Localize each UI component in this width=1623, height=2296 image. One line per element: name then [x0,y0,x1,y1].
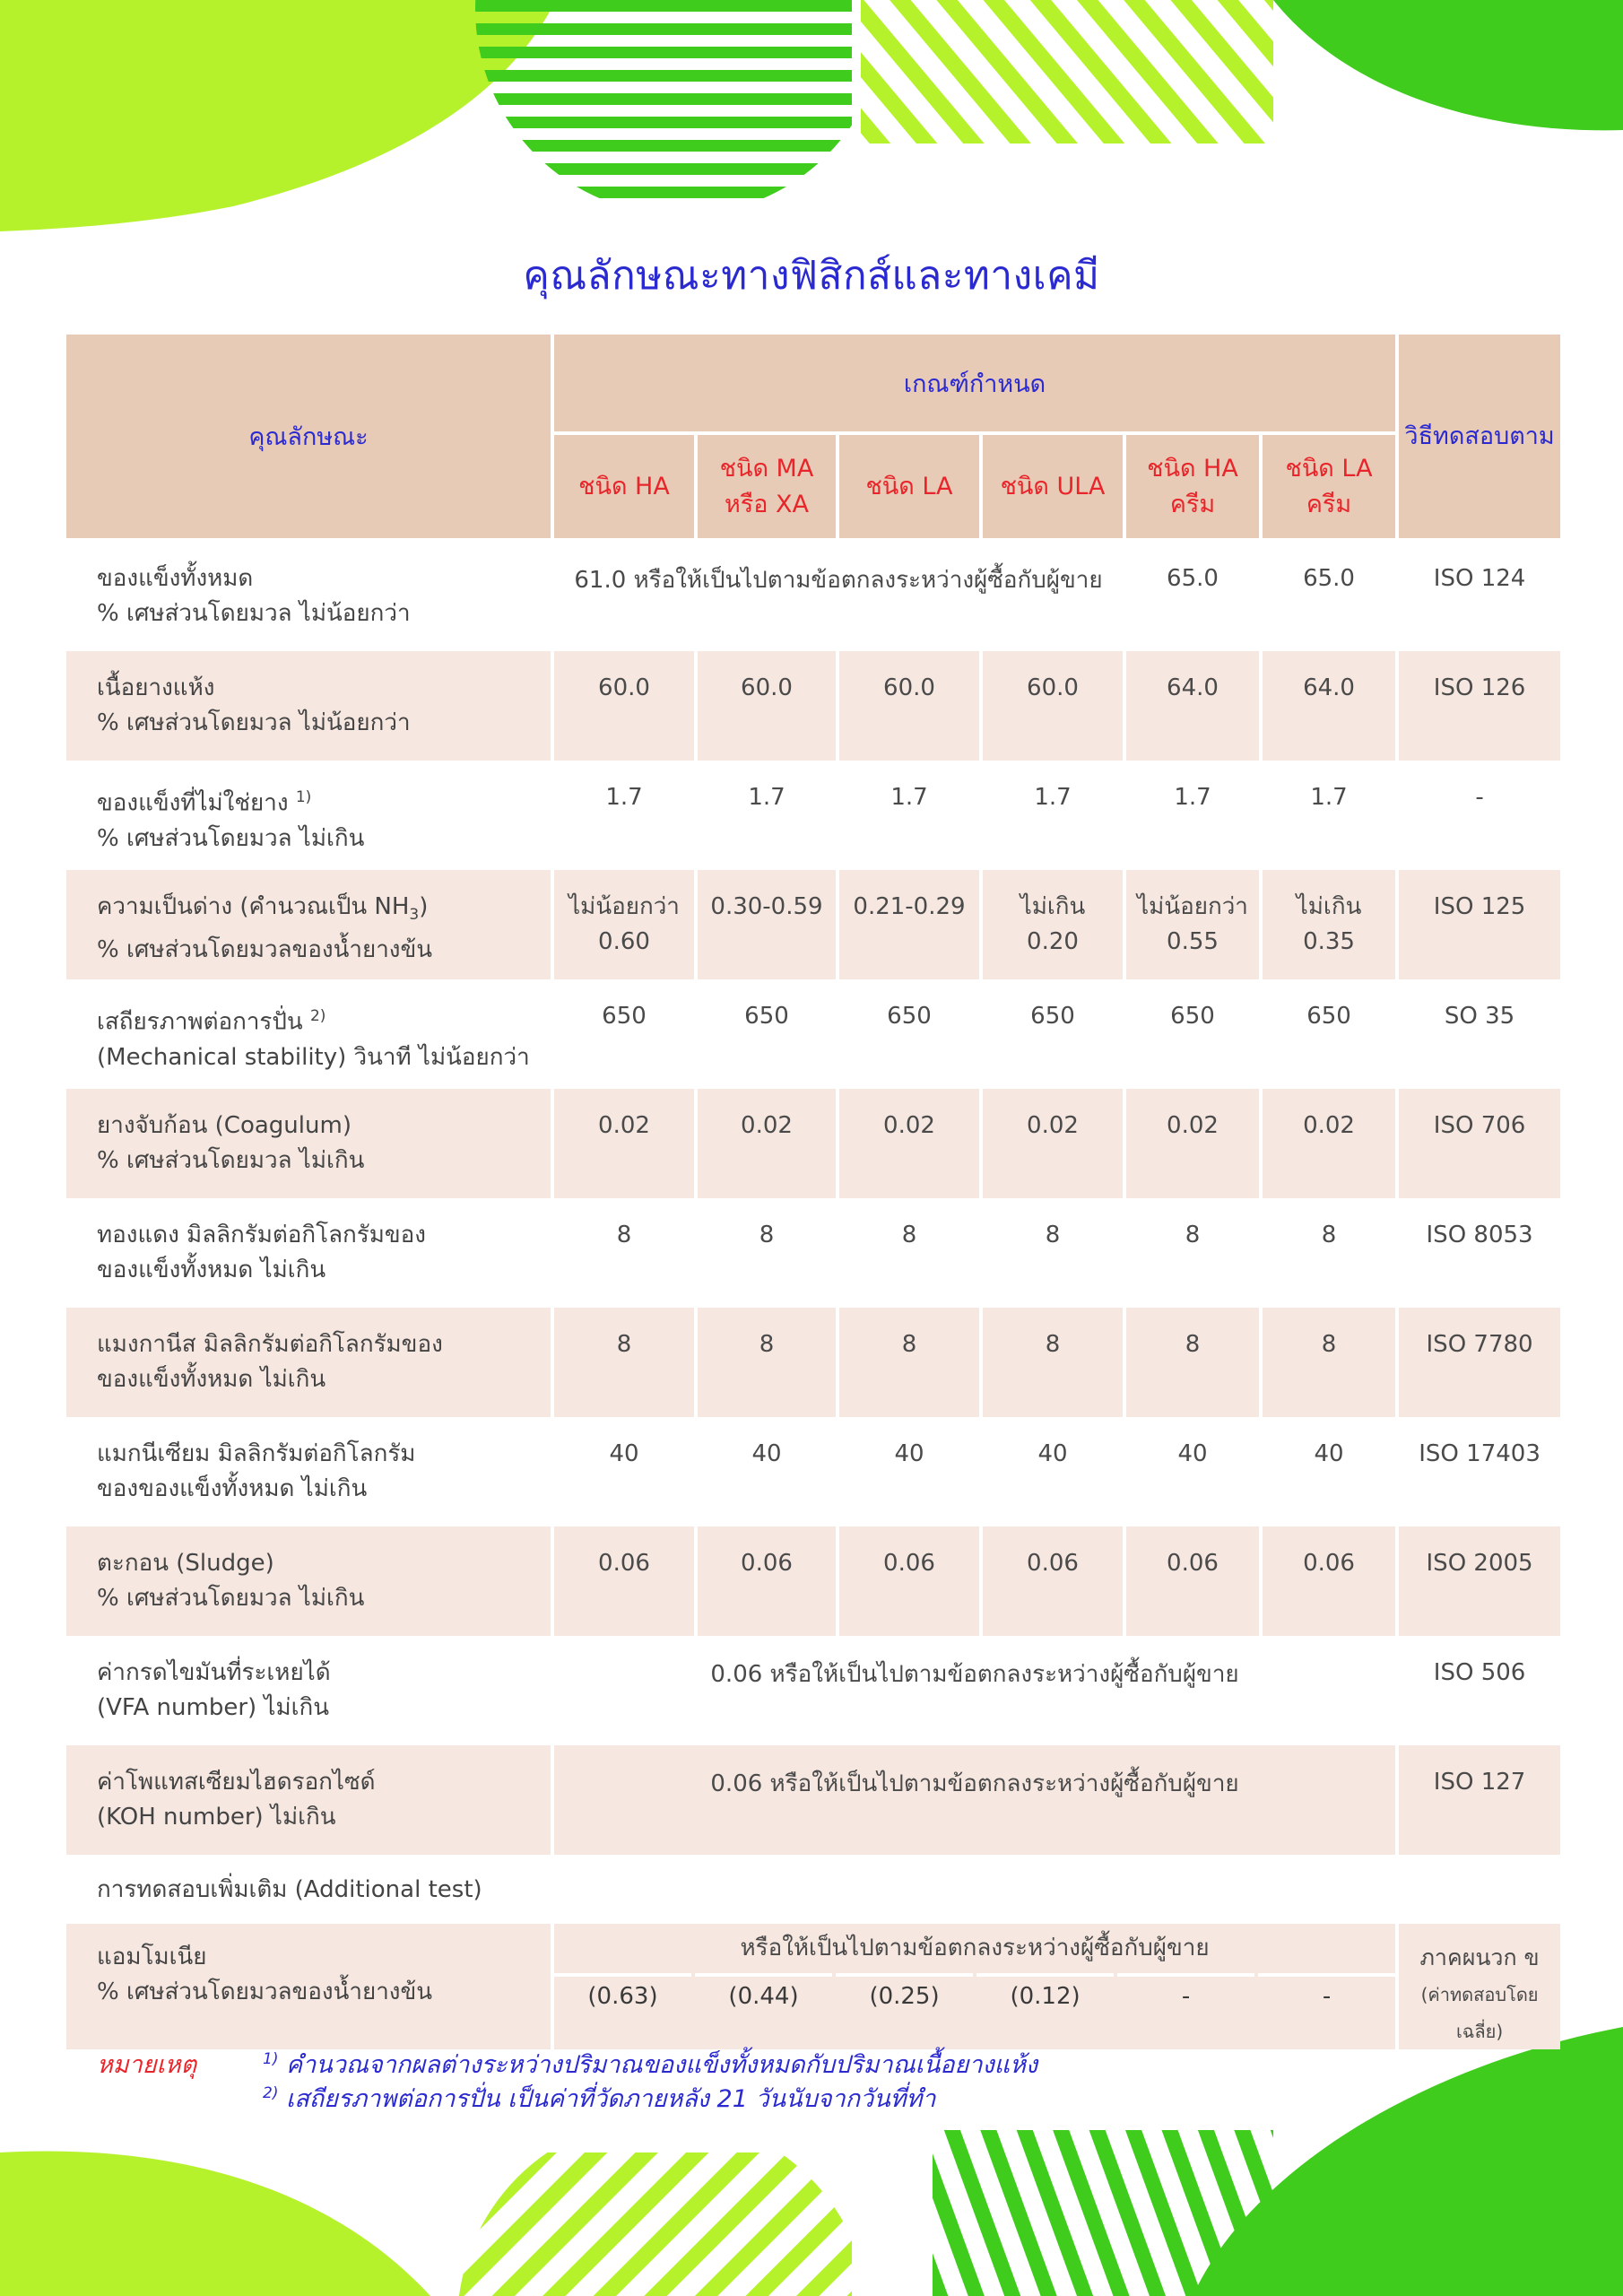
header-property: คุณลักษณะ [66,335,551,542]
method-cell: SO 35 [1444,1003,1515,1030]
method-cell: ISO 17403 [1419,1440,1541,1467]
row-label: เสถียรภาพต่อการปั่น $^{2)}$ (Mechanical stability) วินาที ไม่น้อยกว่า [97,1007,530,1071]
method-cell: ISO 8053 [1426,1222,1533,1248]
merged-value: หรือให้เป็นไปตามข้อตกลงระหว่างผู้ซื้อกับผู้ขาย [740,1935,1210,1961]
row-label: ของแข็งที่ไม่ใช่ยาง $^{1)}$ % เศษส่วนโดยมวล ไม่เกิน [97,788,365,852]
table-row [66,1417,1560,1526]
type-ha-cream: ชนิด HA ครีม [1126,435,1259,542]
footnote-2: $^{2)}$ เสถียรภาพต่อการปั่น เป็นค่าที่วัดภายหลัง 21 วันนับจากวันที่ทำ [263,2084,936,2113]
cell-value: 8 [983,1308,1123,1417]
type-la: ชนิด LA [839,435,979,542]
cell-value: 8 [1185,1222,1201,1248]
footnote-1: $^{1)}$ คำนวณจากผลต่างระหว่างปริมาณของแข็งทั้งหมดกับปริมาณเนื้อยางแห้ง [263,2050,1038,2079]
header-criteria: เกณฑ์กำหนด [554,335,1395,435]
cell-value: 65.0 [1167,565,1219,592]
cell-value: ไม่เกิน 0.35 [1263,870,1395,979]
section-row [66,1855,1560,1924]
table-row [66,1745,1560,1855]
additional-values [554,1924,1395,2049]
cell-value: 1.7 [748,784,785,811]
row-label: ตะกอน (Sludge) % เศษส่วนโดยมวล ไม่เกิน [66,1526,551,1636]
cell-value: 8 [554,1308,694,1417]
row-label: ของแข็งทั้งหมด % เศษส่วนโดยมวล ไม่น้อยกว่า [97,565,411,627]
cell-value: 40 [609,1440,639,1467]
method-cell: ISO 126 [1399,651,1560,761]
cell-value: 0.06 [1126,1526,1259,1636]
merged-value: 61.0 หรือให้เป็นไปตามข้อตกลงระหว่างผู้ซื้อกับผู้ขาย [574,567,1103,594]
cell-value: 40 [894,1440,924,1467]
cell-value: (0.63) [554,1973,691,2017]
method-cell: - [1475,784,1484,811]
row-label: แมงกานีส มิลลิกรัมต่อกิโลกรัมของ ของแข็งทั้งหมด ไม่เกิน [66,1308,551,1417]
table-row [66,1636,1560,1745]
method-cell: ISO 125 [1399,870,1560,979]
cell-value: 1.7 [890,784,928,811]
cell-value: 40 [751,1440,782,1467]
cell-value: 8 [1045,1222,1061,1248]
cell-value: 8 [698,1308,836,1417]
table-header-row [66,335,1560,435]
cell-value: 8 [616,1222,632,1248]
cell-value: 0.02 [983,1089,1123,1198]
notes-label: หมายเหตุ [97,2051,197,2079]
spec-table [63,335,1564,2049]
cell-value: - [1258,1973,1395,2017]
row-label: ความเป็นด่าง (คำนวณเป็น $NH_3$) % เศษส่วนโดยมวลของน้ำยางข้น [66,870,551,979]
cell-value: 650 [1030,1003,1075,1030]
cell-value: ไม่น้อยกว่า 0.60 [554,870,694,979]
cell-value: 64.0 [1126,651,1259,761]
cell-value: 0.02 [1126,1089,1259,1198]
cell-value: 8 [1126,1308,1259,1417]
row-label: ทองแดง มิลลิกรัมต่อกิโลกรัมของ ของแข็งทั้งหมด ไม่เกิน [97,1222,426,1283]
cell-value: 0.21-0.29 [839,870,979,979]
cell-value: 60.0 [983,651,1123,761]
table-row [66,1198,1560,1308]
cell-value: 0.02 [839,1089,979,1198]
cell-value: 40 [1314,1440,1344,1467]
row-label: ค่ากรดไขมันที่ระเหยได้ (VFA number) ไม่เกิน [97,1659,331,1721]
cell-value: 650 [887,1003,932,1030]
cell-value: ไม่น้อยกว่า 0.55 [1126,870,1259,979]
cell-value: ไม่เกิน 0.20 [983,870,1123,979]
cell-value: 8 [839,1308,979,1417]
method-cell: ISO 706 [1399,1089,1560,1198]
cell-value: 0.06 [554,1526,694,1636]
cell-value: 8 [1263,1308,1395,1417]
row-label: ยางจับก้อน (Coagulum) % เศษส่วนโดยมวล ไม่เกิน [66,1089,551,1198]
cell-value: 40 [1037,1440,1068,1467]
cell-value: - [1117,1973,1254,2017]
merged-value: 0.06 หรือให้เป็นไปตามข้อตกลงระหว่างผู้ซื้อกับผู้ขาย [554,1745,1395,1855]
table-row [66,651,1560,761]
cell-value: 8 [901,1222,917,1248]
type-ha: ชนิด HA [554,435,694,542]
type-ula: ชนิด ULA [983,435,1123,542]
table-row [66,1924,1560,2049]
cell-value: 40 [1177,1440,1208,1467]
method-cell: ISO 7780 [1399,1308,1560,1417]
cell-value: 60.0 [839,651,979,761]
method-cell: ภาคผนวก ข (ค่าทดสอบโดยเฉลี่ย) [1399,1924,1560,2049]
cell-value: 60.0 [554,651,694,761]
cell-value: 0.06 [1263,1526,1395,1636]
table-row [66,1089,1560,1198]
method-cell: ISO 124 [1433,565,1526,592]
cell-value: 1.7 [1034,784,1072,811]
row-label: แอมโมเนีย % เศษส่วนโดยมวลของน้ำยางข้น [66,1924,551,2049]
cell-value: 8 [759,1222,775,1248]
cell-value: 0.06 [839,1526,979,1636]
cell-value: 0.06 [983,1526,1123,1636]
table-row [66,1526,1560,1636]
cell-value: 0.02 [698,1089,836,1198]
cell-value: 650 [744,1003,789,1030]
cell-value: 650 [1306,1003,1351,1030]
cell-value: (0.25) [836,1973,973,2017]
table-row [66,1308,1560,1417]
table-row [66,761,1560,870]
cell-value: 60.0 [698,651,836,761]
footnote-mark: 2) [309,1007,326,1025]
footnote-mark: 1) [295,788,312,806]
cell-value: 650 [1170,1003,1215,1030]
type-la-cream: ชนิด LA ครีม [1263,435,1395,542]
cell-value: 0.06 [698,1526,836,1636]
cell-value: 64.0 [1263,651,1395,761]
cell-value: 1.7 [1174,784,1211,811]
page-title: คุณลักษณะทางฟิสิกส์และทางเคมี [523,253,1100,299]
cell-value: 0.02 [554,1089,694,1198]
header-method: วิธีทดสอบตาม [1399,335,1560,542]
type-ma-xa: ชนิด MA หรือ XA [698,435,836,542]
cell-value: 650 [602,1003,647,1030]
cell-value: (0.12) [976,1973,1114,2017]
cell-value: 0.30-0.59 [698,870,836,979]
cell-value: 1.7 [605,784,643,811]
row-label: ค่าโพแทสเซียมไฮดรอกไซด์ (KOH number) ไม่เกิน [66,1745,551,1855]
row-label: เนื้อยางแห้ง % เศษส่วนโดยมวล ไม่น้อยกว่า [66,651,551,761]
cell-value: 1.7 [1310,784,1348,811]
additional-heading: การทดสอบเพิ่มเติม (Additional test) [97,1876,482,1903]
cell-value: (0.44) [695,1973,832,2017]
top-decoration [0,0,1623,251]
cell-value: 8 [1321,1222,1337,1248]
cell-value: 0.02 [1263,1089,1395,1198]
merged-value: 0.06 หรือให้เป็นไปตามข้อตกลงระหว่างผู้ซื้อกับผู้ขาย [710,1661,1239,1688]
table-row [66,542,1560,651]
row-label: แมกนีเซียม มิลลิกรัมต่อกิโลกรัม ของของแข็งทั้งหมด ไม่เกิน [97,1440,416,1502]
cell-value: 65.0 [1303,565,1355,592]
table-row [66,870,1560,979]
method-cell: ISO 506 [1433,1659,1526,1686]
method-cell: ISO 2005 [1399,1526,1560,1636]
table-row [66,979,1560,1089]
method-cell: ISO 127 [1399,1745,1560,1855]
